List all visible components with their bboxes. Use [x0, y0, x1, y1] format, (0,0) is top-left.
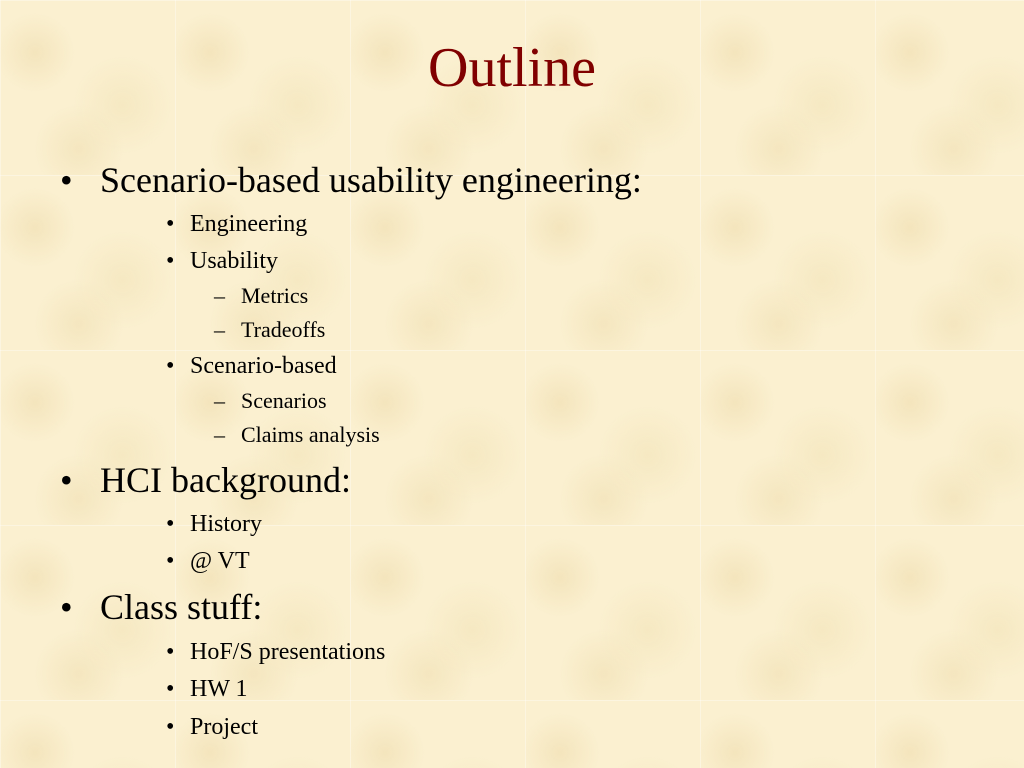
outline-item-text: Claims analysis: [241, 422, 380, 447]
bullet-icon: •: [60, 587, 73, 627]
outline-item-level2: [166, 674, 248, 704]
outline-item-text: HoF/S presentations: [190, 639, 386, 665]
outline-item-level1: [60, 458, 351, 502]
outline-item-text: Scenarios: [241, 388, 327, 413]
bullet-icon: •: [166, 211, 175, 237]
bullet-icon: •: [166, 639, 175, 665]
dash-icon: –: [214, 317, 225, 342]
outline-item-text: Tradeoffs: [241, 317, 326, 342]
outline-item-text: Project: [190, 714, 258, 740]
outline-item-level1: [60, 158, 642, 202]
bullet-icon: •: [60, 160, 73, 200]
outline-item-level2: [166, 712, 258, 742]
outline-item-text: Engineering: [190, 211, 308, 237]
dash-icon: –: [214, 283, 225, 308]
bullet-icon: •: [60, 460, 73, 500]
outline-item-level2: [166, 246, 278, 276]
bullet-icon: •: [166, 511, 175, 537]
bullet-icon: •: [166, 714, 175, 740]
outline-item-text: Scenario-based usability engineering:: [100, 160, 642, 200]
outline-item-text: Class stuff:: [100, 587, 263, 627]
dash-icon: –: [214, 388, 225, 413]
outline-item-level2: [166, 209, 307, 239]
outline-item-text: Scenario-based: [190, 353, 337, 379]
outline-item-text: History: [190, 511, 262, 537]
outline-item-level2: [166, 637, 385, 667]
bullet-icon: •: [166, 353, 175, 379]
bullet-icon: •: [166, 676, 175, 702]
outline-item-level2: [166, 509, 262, 539]
outline-item-level2: [166, 351, 337, 381]
outline-item-level1: [60, 585, 262, 629]
slide-title: Outline: [428, 37, 596, 99]
outline-item-level3: [214, 387, 327, 415]
bullet-icon: •: [166, 248, 175, 274]
bullet-icon: •: [166, 548, 175, 574]
outline-item-text: @ VT: [190, 548, 250, 574]
outline-item-text: Metrics: [241, 283, 309, 308]
outline-item-text: HCI background:: [100, 460, 351, 500]
outline-item-level2: [166, 546, 250, 576]
outline-item-level3: [214, 316, 325, 344]
dash-icon: –: [214, 422, 225, 447]
outline-item-text: HW 1: [190, 676, 248, 702]
outline-item-text: Usability: [190, 248, 278, 274]
outline-item-level3: [214, 421, 380, 449]
outline-item-level3: [214, 282, 308, 310]
